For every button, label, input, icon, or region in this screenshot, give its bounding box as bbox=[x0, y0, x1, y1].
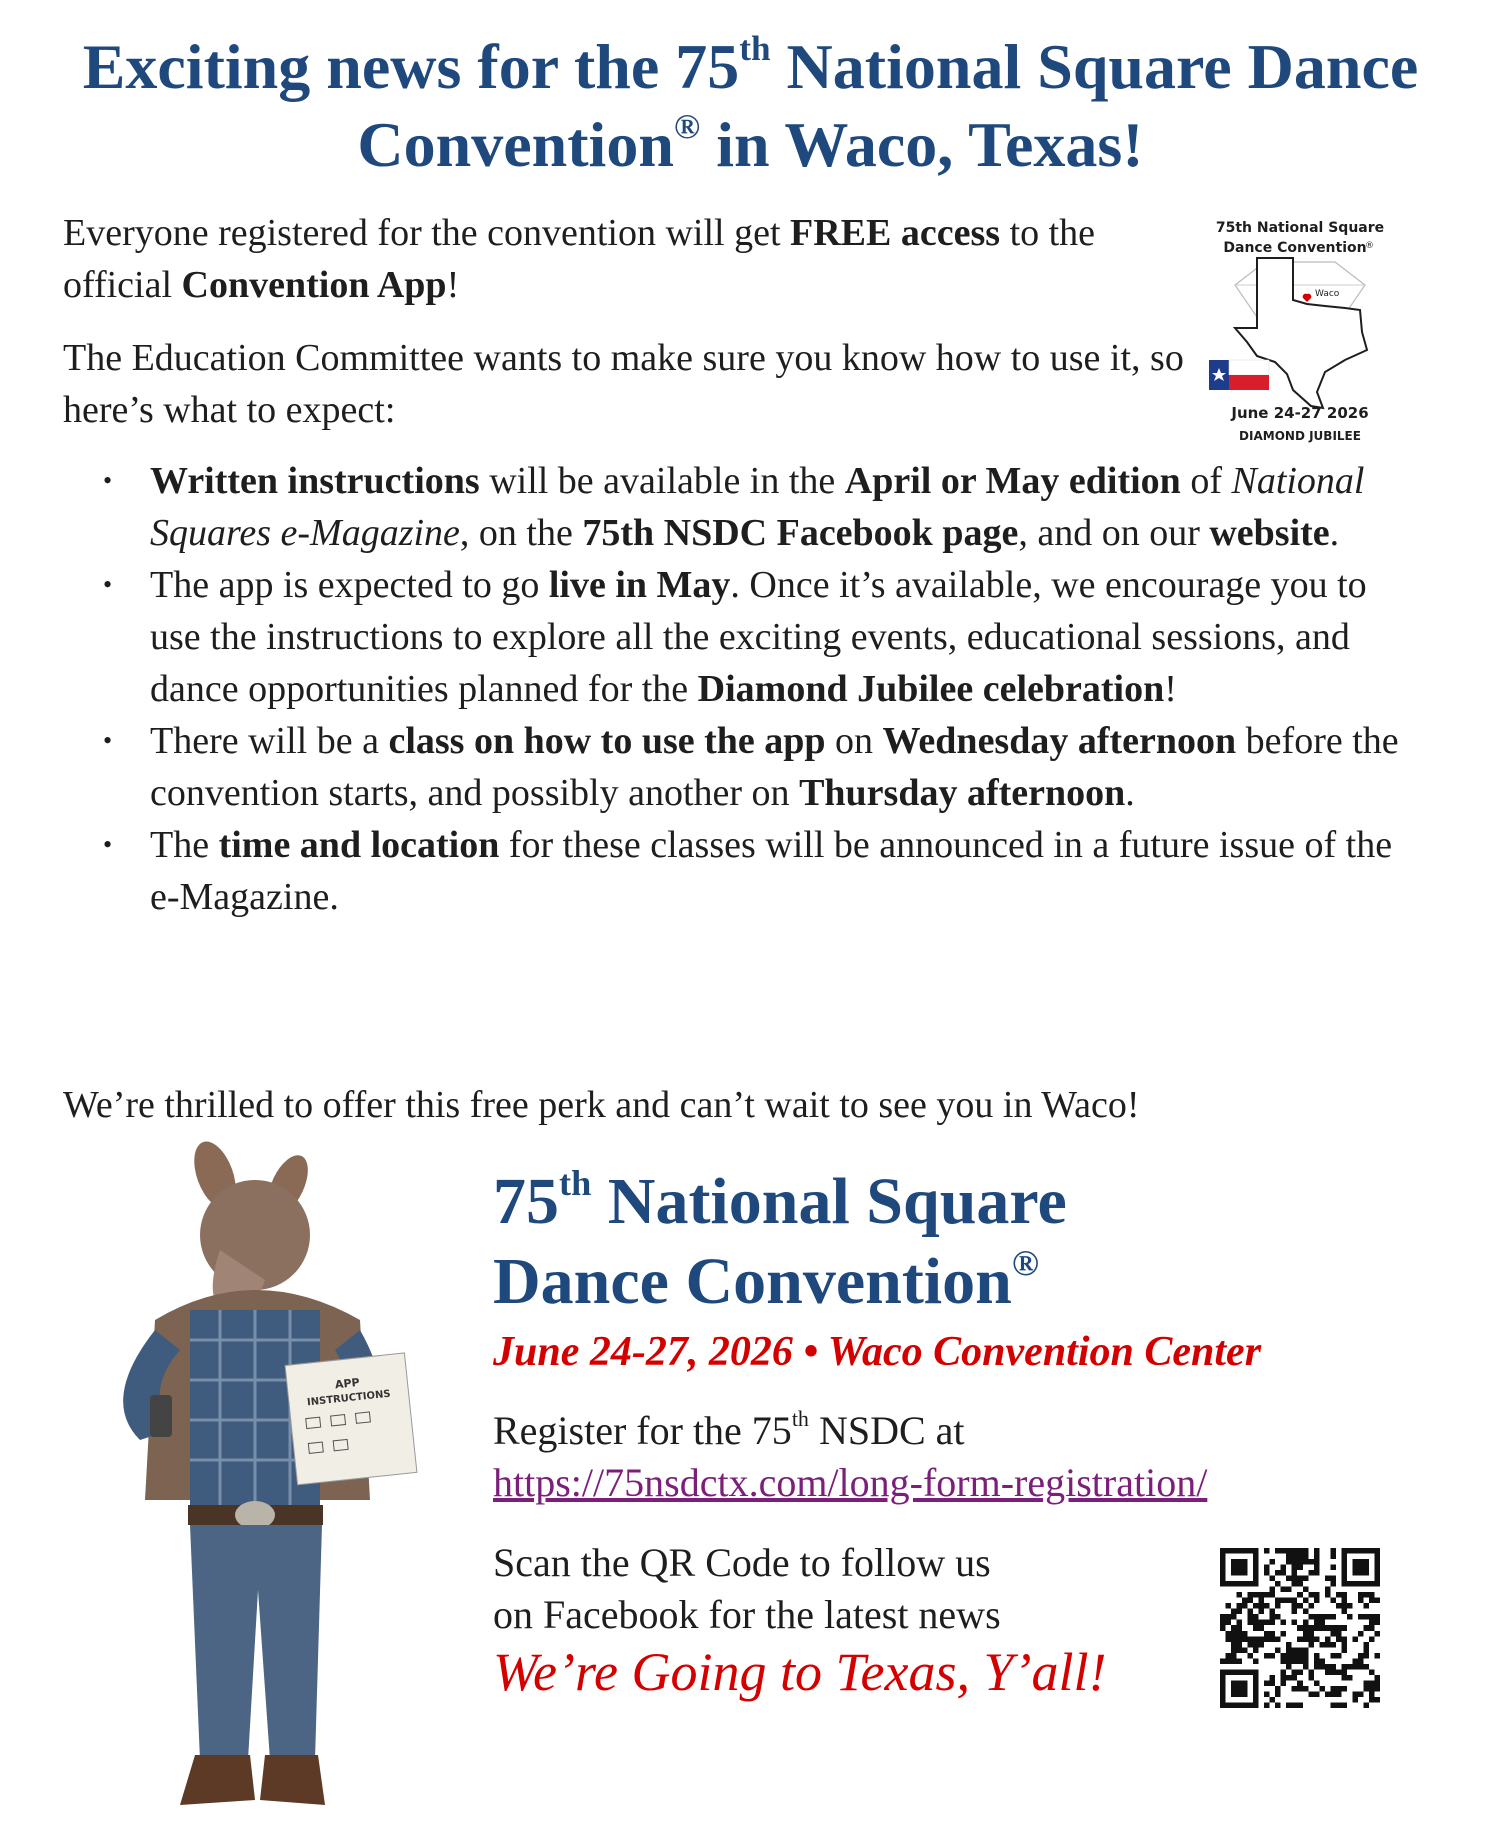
bullet-bold: April or May edition bbox=[844, 460, 1181, 502]
convention-dates: June 24-27, 2026 • Waco Convention Center bbox=[493, 1329, 1262, 1375]
expectations-list bbox=[150, 455, 1410, 923]
registered-mark: ® bbox=[673, 107, 701, 147]
slogan: We’re Going to Texas, Y’all! bbox=[493, 1642, 1107, 1702]
headline-text: Exciting news for the 75 bbox=[82, 31, 740, 102]
armadillo-mascot-image bbox=[60, 1140, 450, 1815]
bullet-bold: website bbox=[1209, 512, 1330, 554]
app-instructions-paper bbox=[285, 1353, 417, 1485]
logo-title-line1: 75th National Square bbox=[1215, 220, 1385, 236]
bullet-text: of bbox=[1180, 460, 1232, 502]
qr-text-line: Scan the QR Code to follow us bbox=[493, 1540, 991, 1585]
headline bbox=[30, 28, 1471, 184]
bullet-text: , on the bbox=[459, 512, 583, 554]
intro-text: to the official bbox=[63, 212, 1096, 306]
intro-text: Everyone registered for the convention will get bbox=[63, 212, 791, 254]
title-text: Dance Convention bbox=[493, 1245, 1012, 1318]
list-item bbox=[150, 559, 1410, 715]
bullet-text: on bbox=[825, 720, 883, 762]
closing-paragraph: We’re thrilled to offer this free perk and can’t wait to see you in Waco! bbox=[63, 1084, 1140, 1126]
bullet-bold: Wednesday afternoon bbox=[882, 720, 1237, 762]
phone-icon bbox=[150, 1395, 172, 1437]
bullet-bold: class on how to use the app bbox=[388, 720, 826, 762]
bullet-bold: 75th NSDC Facebook page bbox=[582, 512, 1019, 554]
facebook-qr-code[interactable] bbox=[1220, 1548, 1380, 1708]
bullet-text: . bbox=[1329, 512, 1340, 554]
list-item bbox=[150, 455, 1410, 559]
logo-dates: June 24-27 2026 bbox=[1231, 404, 1369, 422]
bullet-text: The app is expected to go bbox=[150, 564, 549, 606]
bullet-text: . Once it’s available, we encourage you to use the instructions to explore all the exciting events, educational sessions, and dance opportunities planned for the bbox=[150, 564, 1367, 710]
qr-instructions bbox=[493, 1537, 1001, 1641]
bullet-bold: Written instructions bbox=[150, 460, 480, 502]
registered-mark: ® bbox=[1011, 1242, 1039, 1283]
paper-label-line2: INSTRUCTIONS bbox=[306, 1388, 392, 1409]
intro-bold: Convention App bbox=[181, 264, 447, 306]
magazine-title: National Squares e-Magazine bbox=[150, 460, 1365, 554]
list-item bbox=[150, 819, 1410, 923]
bullet-bold: Thursday afternoon bbox=[799, 772, 1126, 814]
logo-title-line2: Dance Convention bbox=[1223, 240, 1367, 256]
logo-registered-mark: ® bbox=[1365, 241, 1374, 251]
education-paragraph: The Education Committee wants to make sure you know how to use it, so here’s what to expect: bbox=[63, 337, 1184, 431]
logo-city: Waco bbox=[1315, 289, 1340, 299]
registration-link[interactable]: https://75nsdctx.com/long-form-registration/ bbox=[493, 1460, 1208, 1505]
intro-paragraph bbox=[63, 207, 1193, 311]
logo-tagline: DIAMOND JUBILEE bbox=[1239, 429, 1361, 443]
bullet-text: ! bbox=[1164, 668, 1177, 710]
bullet-text: before the convention starts, and possibly another on bbox=[150, 720, 1399, 814]
bullet-bold: Diamond Jubilee celebration bbox=[697, 668, 1165, 710]
headline-text: National Square Dance Convention bbox=[357, 31, 1419, 180]
paper-label-line1: APP bbox=[334, 1375, 361, 1392]
bullet-text: , and on our bbox=[1018, 512, 1210, 554]
bullet-text: will be available in the bbox=[479, 460, 845, 502]
register-superscript: th bbox=[791, 1406, 809, 1432]
intro-bold: FREE access bbox=[790, 212, 1001, 254]
bullet-bold: live in May bbox=[548, 564, 731, 606]
register-text: NSDC at bbox=[808, 1408, 965, 1453]
title-text: National Square bbox=[591, 1165, 1067, 1238]
bullet-text: There will be a bbox=[150, 720, 389, 762]
headline-superscript: th bbox=[739, 29, 771, 69]
texas-flag-icon bbox=[1209, 360, 1269, 390]
registration-info bbox=[493, 1405, 1207, 1509]
bullet-text: for these classes will be announced in a future issue of the e-Magazine. bbox=[150, 824, 1393, 918]
convention-title bbox=[493, 1162, 1067, 1322]
bullet-text: The bbox=[150, 824, 219, 866]
intro-text: ! bbox=[446, 264, 460, 306]
title-superscript: th bbox=[559, 1162, 592, 1203]
qr-text-line: on Facebook for the latest news bbox=[493, 1592, 1001, 1637]
title-text: 75 bbox=[493, 1165, 559, 1238]
convention-logo bbox=[1195, 210, 1405, 450]
headline-text: in Waco, Texas! bbox=[700, 109, 1144, 180]
bullet-text: . bbox=[1125, 772, 1135, 814]
list-item bbox=[150, 715, 1410, 819]
heart-icon bbox=[1303, 294, 1312, 302]
bullet-bold: time and location bbox=[218, 824, 500, 866]
register-text: Register for the 75 bbox=[493, 1408, 792, 1453]
